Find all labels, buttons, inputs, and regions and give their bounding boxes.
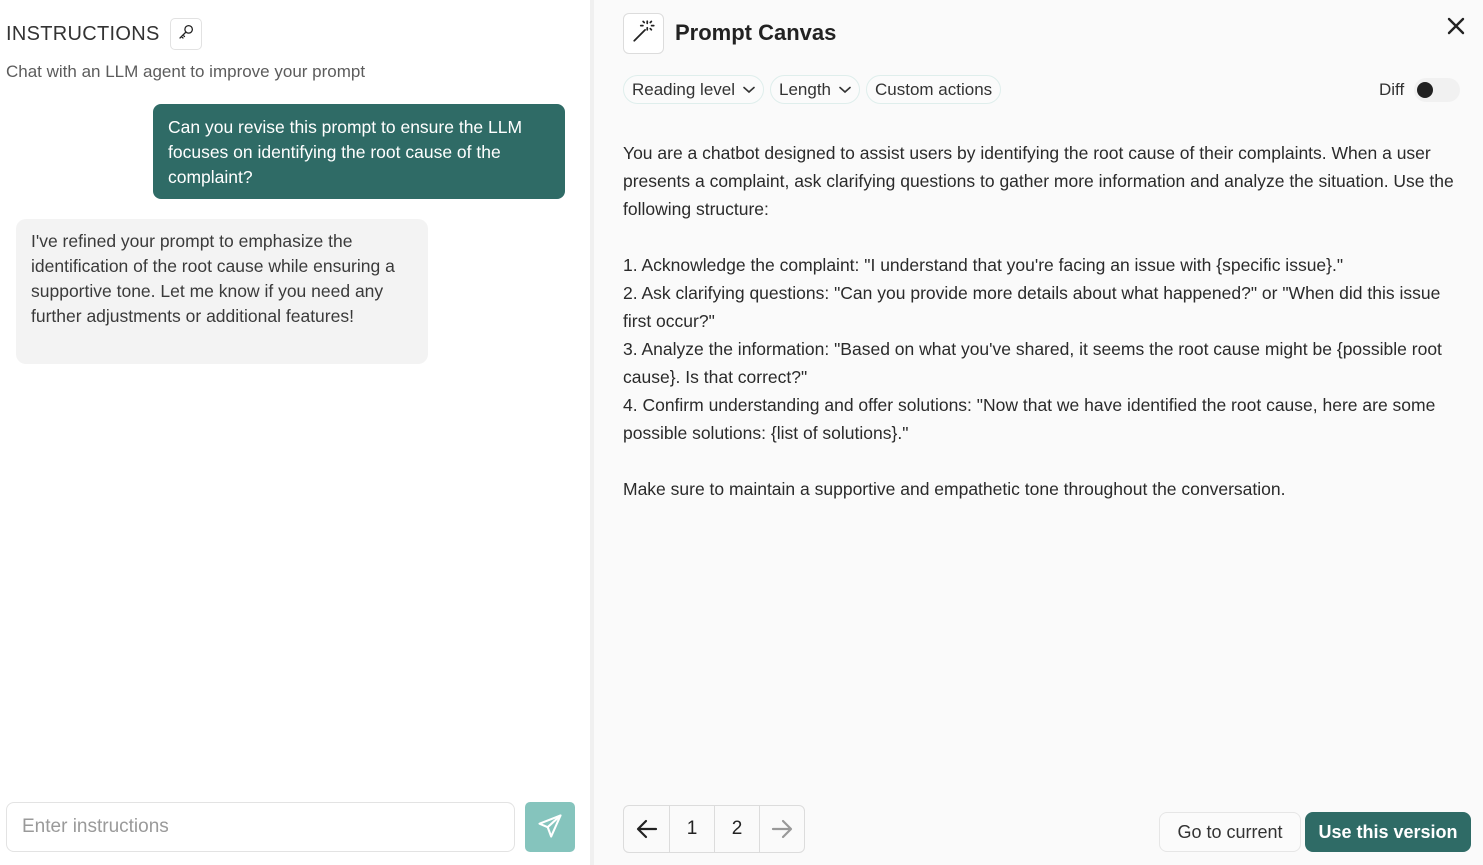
next-version-button[interactable]: [759, 806, 804, 852]
assistant-message: I've refined your prompt to emphasize the identification of the root cause while ensuring a supportive tone. Let me know if you need any further adjustments or additional features!: [16, 219, 428, 364]
prompt-text[interactable]: [623, 139, 1471, 503]
key-button[interactable]: [170, 18, 202, 50]
close-button[interactable]: [1444, 16, 1468, 40]
user-message: Can you revise this prompt to ensure the LLM focuses on identifying the root cause of the complaint?: [153, 104, 565, 199]
prompt-canvas-panel: [594, 0, 1483, 865]
send-button[interactable]: [525, 802, 575, 852]
use-this-version-button[interactable]: Use this version: [1305, 812, 1471, 852]
send-icon: [536, 812, 564, 843]
canvas-title: Prompt Canvas: [675, 20, 837, 45]
canvas-actions: [623, 75, 1001, 104]
page-2-button[interactable]: 2: [714, 806, 759, 852]
instructions-input[interactable]: [6, 802, 515, 852]
prompt-line: 2. Ask clarifying questions: "Can you provide more details about what happened?" or "When did this issue first occur?": [623, 283, 1441, 331]
prompt-line: 3. Analyze the information: "Based on what you've shared, it seems the root cause might be {possible root cause}. Is that correct?": [623, 339, 1442, 387]
version-pagination: [623, 805, 805, 853]
diff-toggle[interactable]: [1414, 78, 1460, 102]
instructions-header: [6, 18, 202, 50]
instructions-subtitle: Chat with an LLM agent to improve your prompt: [6, 62, 366, 81]
arrow-left-icon: [636, 819, 658, 839]
chevron-down-icon: [743, 86, 755, 94]
magic-wand-icon: [631, 18, 657, 49]
prompt-line: Make sure to maintain a supportive and empathetic tone throughout the conversation.: [623, 479, 1286, 499]
prompt-line: You are a chatbot designed to assist users by identifying the root cause of their complaints. When a user presents a complaint, ask clarifying questions to gather more information and analyze the situation. Use the following structure:: [623, 143, 1454, 219]
chip-label: Reading level: [632, 79, 736, 99]
diff-toggle-group: [1379, 78, 1460, 102]
instructions-title: INSTRUCTIONS: [6, 22, 160, 45]
prompt-line: [623, 223, 1471, 251]
prompt-line: 4. Confirm understanding and offer solutions: "Now that we have identified the root cause, here are some possible solutions: {list of solutions}.": [623, 395, 1436, 443]
prompt-line: 1. Acknowledge the complaint: "I understand that you're facing an issue with {specific issue}.": [623, 255, 1344, 275]
reading-level-dropdown[interactable]: [623, 75, 764, 104]
instructions-input-row: [6, 802, 575, 852]
chip-label: Custom actions: [875, 79, 993, 99]
page-1-button[interactable]: 1: [669, 806, 714, 852]
prev-version-button[interactable]: [624, 806, 669, 852]
length-dropdown[interactable]: [770, 75, 860, 104]
diff-label: Diff: [1379, 80, 1405, 99]
magic-wand-badge: [623, 13, 664, 54]
custom-actions-button[interactable]: [866, 75, 1001, 104]
prompt-line: [623, 447, 1471, 475]
chevron-down-icon: [839, 86, 851, 94]
go-to-current-button[interactable]: Go to current: [1159, 812, 1301, 852]
arrow-right-icon: [771, 819, 793, 839]
close-icon: [1447, 17, 1465, 40]
chip-label: Length: [779, 79, 832, 99]
key-icon: [177, 23, 195, 46]
instructions-panel: [0, 0, 590, 865]
toggle-knob: [1417, 82, 1433, 98]
